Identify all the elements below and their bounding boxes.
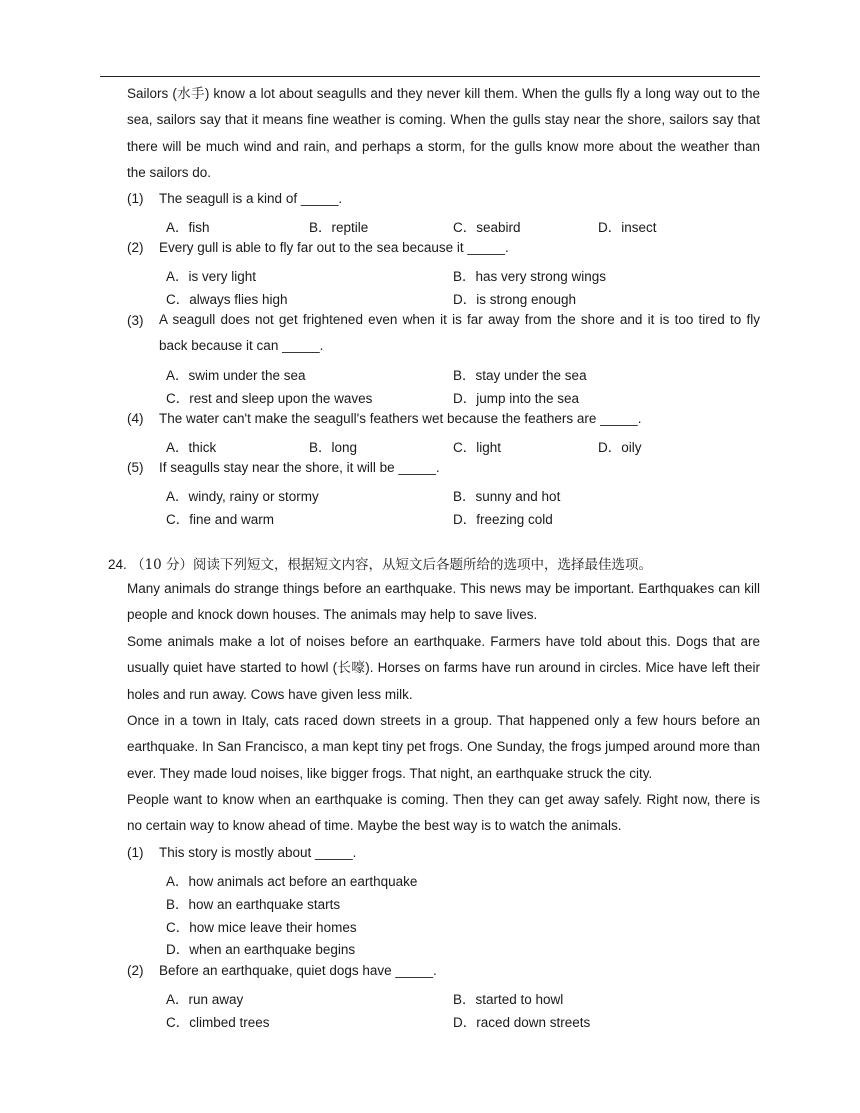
question-number: (4) <box>127 411 144 426</box>
question-text: If seagulls stay near the shore, it will be _____. <box>159 460 440 475</box>
question-text: This story is mostly about _____. <box>159 845 357 860</box>
passage-paragraph: People want to know when an earthquake is coming. Then they can get away safely. Right now, there is no certain way to know ahead of time. Maybe the best way is to watch the animals. <box>127 792 760 834</box>
question-text: The seagull is a kind of _____. <box>159 191 343 206</box>
question-number: (5) <box>127 460 144 475</box>
option-a[interactable]: A．swim under the sea <box>166 368 306 383</box>
option-a[interactable]: A．is very light <box>166 269 257 284</box>
section-number: 24. <box>108 557 127 572</box>
passage-paragraph: Once in a town in Italy, cats raced down streets in a group. That happened only a few hours before an earthquake. In San Francisco, a man kept tiny pet frogs. One Sunday, the frogs jumped around more than ever. They made loud noises, like bigger frogs. That night, an earthquake struck the city. <box>127 713 760 781</box>
option-c[interactable]: C．seabird <box>453 220 521 235</box>
option-d[interactable]: D．when an earthquake begins <box>166 942 356 957</box>
option-c[interactable]: C．rest and sleep upon the waves <box>166 391 373 406</box>
question-number: (2) <box>127 240 144 255</box>
question-number: (1) <box>127 845 144 860</box>
option-b[interactable]: B．reptile <box>309 220 369 235</box>
option-b[interactable]: B．sunny and hot <box>453 489 561 504</box>
option-c[interactable]: C．climbed trees <box>166 1015 270 1030</box>
option-d[interactable]: D．is strong enough <box>453 292 577 307</box>
option-c[interactable]: C．fine and warm <box>166 512 275 527</box>
question-number: (2) <box>127 963 144 978</box>
question-text: A seagull does not get frightened even when it is far away from the shore and it is too tired to fly back because it can _____. <box>159 312 760 353</box>
option-a[interactable]: A．run away <box>166 992 244 1007</box>
option-c[interactable]: C．light <box>453 440 502 455</box>
option-c[interactable]: C．how mice leave their homes <box>166 920 357 935</box>
option-a[interactable]: A．windy, rainy or stormy <box>166 489 319 504</box>
passage-paragraph: Many animals do strange things before an earthquake. This news may be important. Earthquakes can kill people and knock down houses. The animals may help to save lives. <box>127 581 760 623</box>
option-d[interactable]: D．insect <box>598 220 657 235</box>
option-d[interactable]: D．jump into the sea <box>453 391 580 406</box>
passage-paragraph: Some animals make a lot of noises before an earthquake. Farmers have told about this. Dogs that are usually quiet have started to howl (长嚎). Horses on farms have run around in circles. Mice have left their holes and run away. Cows have given less milk. <box>127 634 760 702</box>
question-number: (3) <box>127 313 144 328</box>
option-d[interactable]: D．freezing cold <box>453 512 553 527</box>
option-b[interactable]: B．how an earthquake starts <box>166 897 341 912</box>
option-b[interactable]: B．long <box>309 440 358 455</box>
option-b[interactable]: B．stay under the sea <box>453 368 587 383</box>
passage-seagulls: Sailors (水手) know a lot about seagulls and they never kill them. When the gulls fly a long way out to the sea, sailors say that it means fine weather is coming. When the gulls stay near the shore, sailors say that there will be much wind and rain, and perhaps a storm, for the gulls know more about the weather than the sailors do. <box>127 86 760 180</box>
option-b[interactable]: B．started to howl <box>453 992 564 1007</box>
section-header <box>108 553 652 573</box>
option-b[interactable]: B．has very strong wings <box>453 269 607 284</box>
option-d[interactable]: D．oily <box>598 440 642 455</box>
question-text: Before an earthquake, quiet dogs have _____. <box>159 963 437 978</box>
option-a[interactable]: A．how animals act before an earthquake <box>166 874 418 889</box>
section-instruction: （10 分）阅读下列短文，根据短文内容，从短文后各题所给的选项中，选择最佳选项。 <box>131 557 653 573</box>
question-number: (1) <box>127 191 144 206</box>
option-c[interactable]: C．always flies high <box>166 292 288 307</box>
option-a[interactable]: A．fish <box>166 220 210 235</box>
question-text: The water can't make the seagull's feathers wet because the feathers are _____. <box>159 411 642 426</box>
option-d[interactable]: D．raced down streets <box>453 1015 591 1030</box>
question-text: Every gull is able to fly far out to the sea because it _____. <box>159 240 509 255</box>
top-rule <box>100 76 760 77</box>
option-a[interactable]: A．thick <box>166 440 217 455</box>
